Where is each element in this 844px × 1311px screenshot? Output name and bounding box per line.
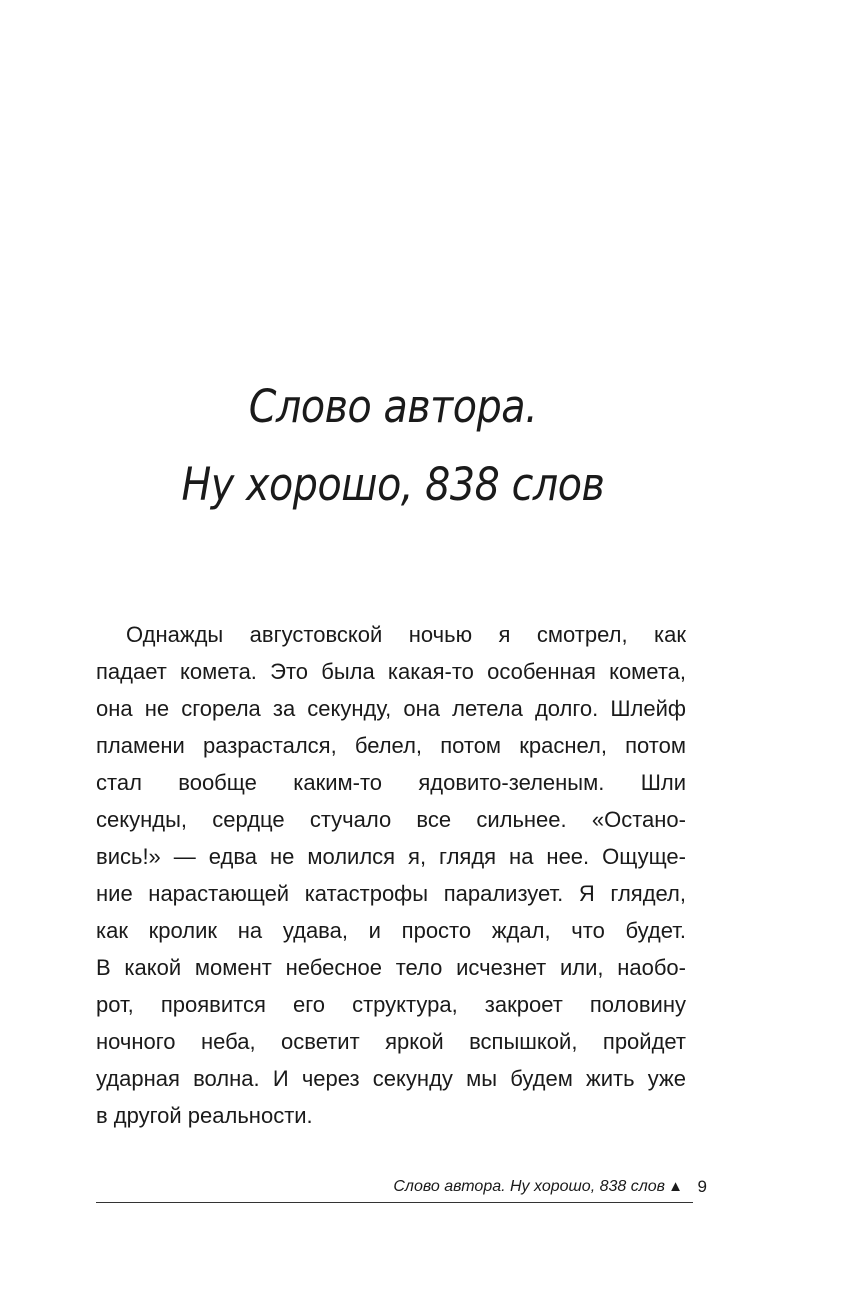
chapter-title (132, 368, 655, 524)
page-number: 9 (697, 1177, 707, 1196)
page-footer (96, 1172, 707, 1203)
chapter-title-line-1: Слово автора. (248, 380, 538, 433)
text-line: вись!» — едва не молился я, глядя на нее. Ощуще- (96, 844, 686, 869)
text-line: как кролик на удава, и просто ждал, что будет. (96, 918, 686, 943)
running-head: Слово автора. Ну хорошо, 838 слов (393, 1178, 665, 1195)
text-line: ударная волна. И через секунду мы будем жить уже (96, 1066, 686, 1091)
text-line: пламени разрастался, белел, потом краснел, потом (96, 733, 686, 758)
text-line: падает комета. Это была какая-то особенная комета, (96, 659, 686, 684)
body-paragraph (96, 616, 686, 1134)
text-line: она не сгорела за секунду, она летела долго. Шлейф (96, 696, 686, 721)
text-line: В какой момент небесное тело исчезнет или, наобо- (96, 955, 686, 980)
text-line: стал вообще каким-то ядовито-зеленым. Шли (96, 770, 686, 795)
text-line: в другой реальности. (96, 1103, 313, 1128)
text-line: секунды, сердце стучало все сильнее. «Остано- (96, 807, 686, 832)
text-line: ние нарастающей катастрофы парализует. Я глядел, (96, 881, 686, 906)
text-line: ночного неба, осветит яркой вспышкой, пройдет (96, 1029, 686, 1054)
text-line: рот, проявится его структура, закроет половину (96, 992, 686, 1017)
text-line: Однажды августовской ночью я смотрел, как (126, 622, 686, 647)
chapter-title-line-2: Ну хорошо, 838 слов (181, 458, 605, 511)
triangle-up-icon: ▲ (668, 1178, 683, 1195)
